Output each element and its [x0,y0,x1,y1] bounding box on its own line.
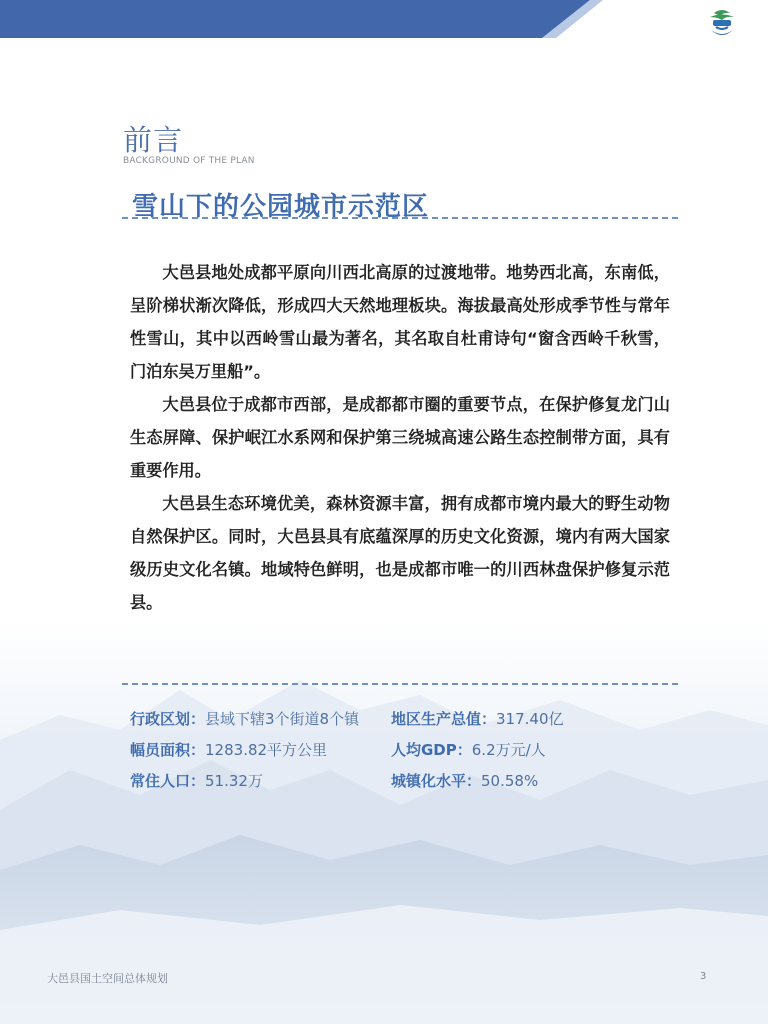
stat-label: 城镇化水平： [391,772,482,790]
stat-population [130,770,263,791]
stat-urbanization [391,770,538,791]
stat-value: 317.40亿 [496,710,564,728]
section-title: 前言 [123,123,184,157]
stat-value: 51.32万 [205,772,263,790]
body-text [130,256,670,619]
stat-value: 6.2万元/人 [471,741,546,759]
footer-document-title: 大邑县国土空间总体规划 [47,972,168,985]
stat-admin [130,708,359,729]
stat-value: 50.58% [481,772,539,790]
stats-row [130,739,690,770]
stat-value: 县域下辖3个街道8个镇 [205,710,360,728]
paragraph: 大邑县地处成都平原向川西北高原的过渡地带。地势西北高，东南低，呈阶梯状渐次降低，形成四大天然地理板块。海拔最高处形成季节性与常年性雪山，其中以西岭雪山最为著名，其名取自杜甫诗句“窗含西岭千秋雪，门泊东吴万里船”。 [130,263,670,381]
stat-area [130,739,327,760]
stat-label: 人均GDP： [391,741,472,759]
stat-gdp [391,708,564,729]
section-subtitle: BACKGROUND OF THE PLAN [123,156,255,166]
stats-panel [130,708,690,801]
paragraph: 大邑县生态环境优美，森林资源丰富，拥有成都市境内最大的野生动物自然保护区。同时，大邑县具有底蕴深厚的历史文化资源，境内有两大国家级历史文化名镇。地域特色鲜明，也是成都市唯一的川西林盘保护修复示范县。 [130,494,670,612]
header-band [0,0,768,38]
snow-mountain-background [0,620,768,1024]
stat-label: 幅员面积： [130,741,206,759]
page-number: 3 [700,971,707,982]
stat-label: 行政区划： [130,710,206,728]
headline-divider [122,217,678,219]
stats-row [130,708,690,739]
paragraph: 大邑县位于成都市西部，是成都都市圈的重要节点，在保护修复龙门山生态屏障、保护岷江水系网和保护第三绕城高速公路生态控制带方面，具有重要作用。 [130,395,670,480]
stat-gdp-per-capita [391,739,546,760]
stat-label: 地区生产总值： [391,710,497,728]
stat-label: 常住人口： [130,772,206,790]
headline: 雪山下的公园城市示范区 [132,192,430,222]
county-logo-icon [702,2,742,42]
stats-divider [122,683,678,685]
stat-value: 1283.82平方公里 [205,741,328,759]
stats-row [130,770,690,801]
